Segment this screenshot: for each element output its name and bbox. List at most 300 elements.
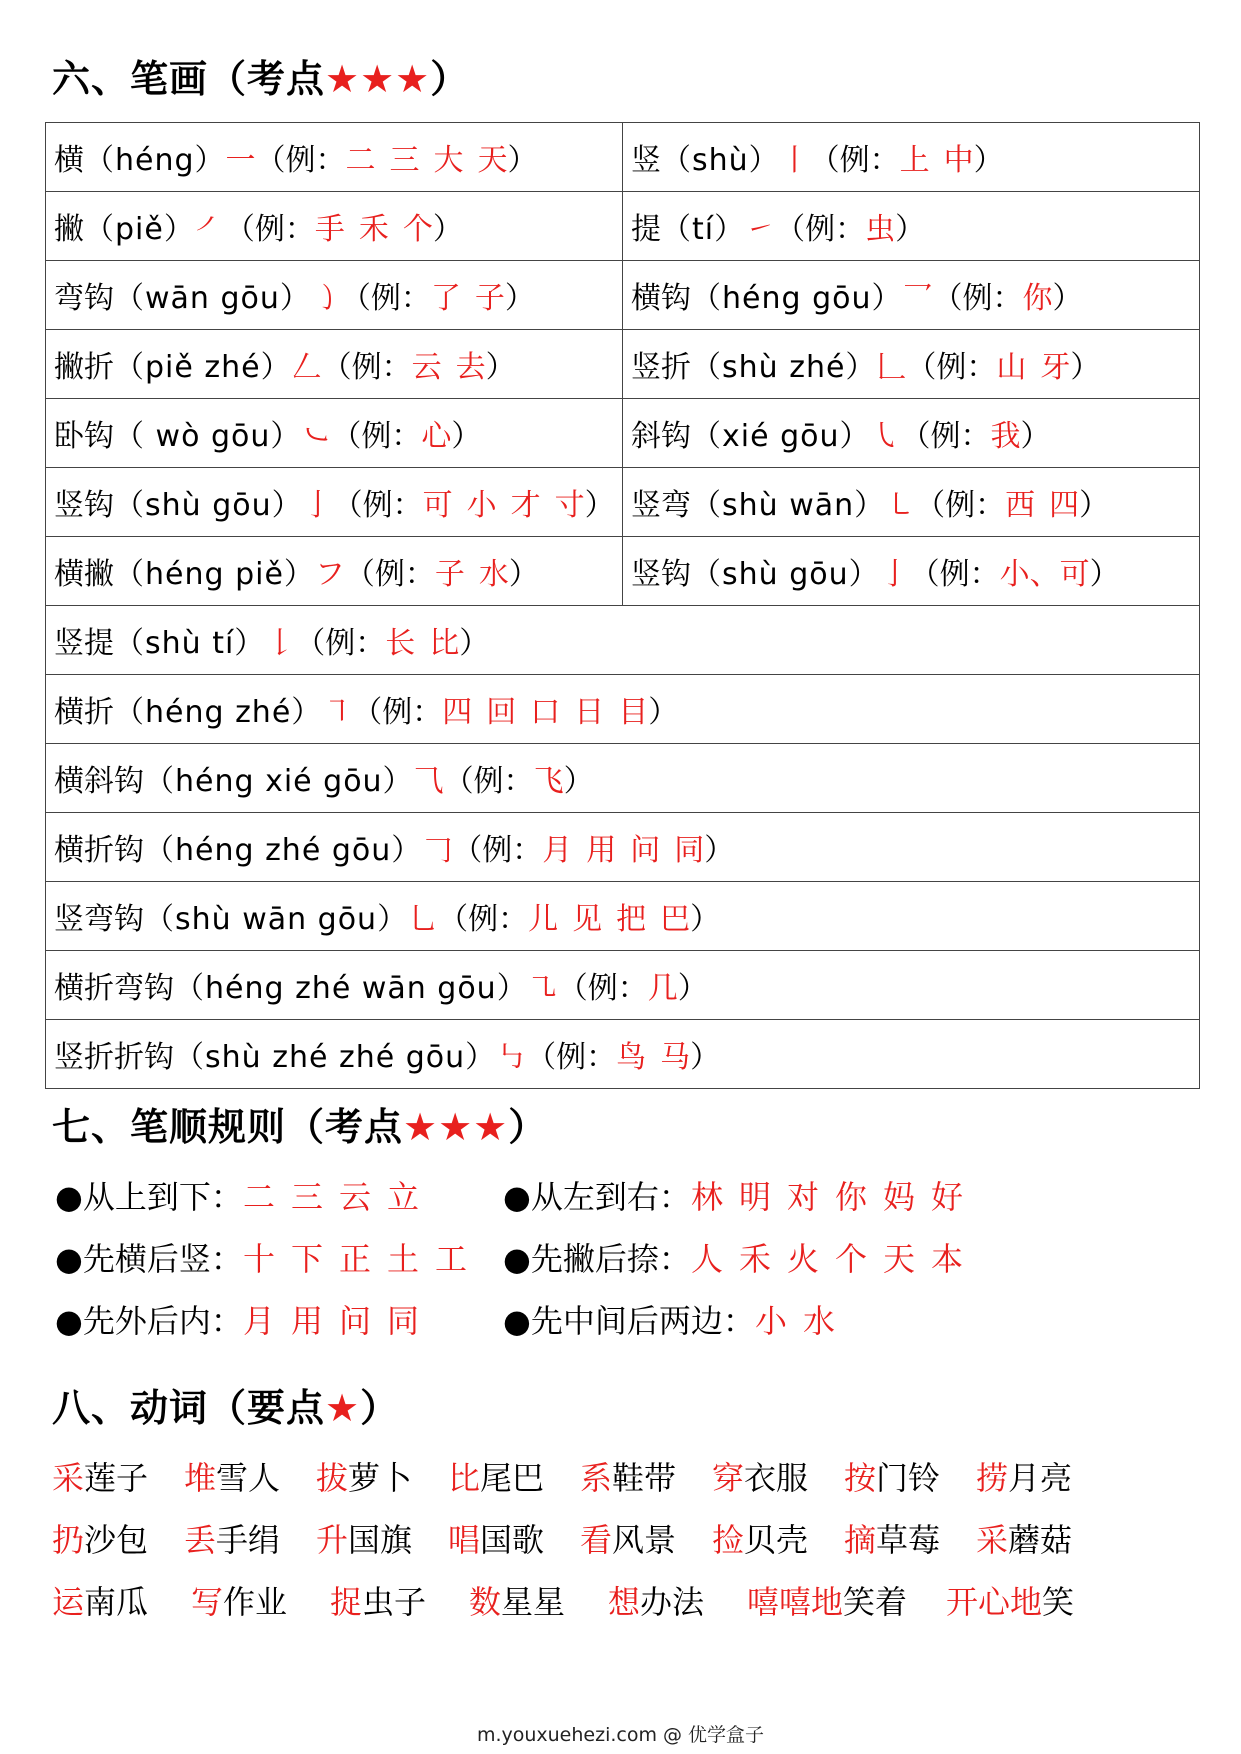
rule-example-char: 三 <box>290 1178 323 1216</box>
example-close: ） <box>508 557 539 592</box>
stroke-name: 横 <box>54 143 84 178</box>
example-close: ） <box>1089 557 1120 592</box>
stroke-row <box>46 330 1200 399</box>
example-char: 虫 <box>865 212 896 247</box>
stroke-name: 横折钩 <box>54 833 144 868</box>
verb-word: 捞 <box>976 1459 1009 1497</box>
rule-example-char: 你 <box>834 1178 867 1216</box>
rule-label: ●从左到右： <box>503 1178 691 1216</box>
stroke-pinyin: （shù wān gōu） <box>144 902 409 937</box>
example-label: （例： <box>352 695 443 730</box>
verb-row <box>52 1453 1202 1513</box>
stroke-glyph: ㇒ <box>194 212 225 247</box>
stars: ★★★ <box>403 1105 509 1149</box>
stroke-examples <box>542 833 704 868</box>
verb-phrase <box>976 1453 1072 1499</box>
verb-object: 虫子 <box>362 1583 427 1621</box>
example-label: （例： <box>438 902 529 937</box>
stroke-examples <box>1022 281 1052 316</box>
verb-word: 比 <box>448 1459 481 1497</box>
example-char: 巴 <box>660 902 691 937</box>
verb-object: 鞋带 <box>612 1459 677 1497</box>
stroke-cell <box>623 123 1200 192</box>
stroke-glyph: ㇕ <box>322 695 353 730</box>
example-char: 飞 <box>533 764 564 799</box>
stroke-glyph: 𠃌 <box>422 833 453 868</box>
stroke-pinyin: （piě） <box>84 212 195 247</box>
stroke-name: 横钩 <box>631 281 691 316</box>
stroke-pinyin: （héng gōu） <box>691 281 903 316</box>
example-char: 回 <box>486 695 517 730</box>
example-char: 二 <box>345 143 376 178</box>
rule-example-char: 土 <box>386 1240 419 1278</box>
example-close: ） <box>690 902 721 937</box>
verb-row <box>52 1577 1202 1637</box>
stroke-examples <box>431 281 505 316</box>
example-label: （例： <box>915 488 1006 523</box>
example-char: 个 <box>402 212 433 247</box>
stroke-name: 提 <box>631 212 661 247</box>
verb-object: 办法 <box>640 1583 705 1621</box>
stroke-cell <box>46 537 623 606</box>
stroke-pinyin: （héng zhé wān gōu） <box>174 971 528 1006</box>
example-label: （例： <box>775 212 866 247</box>
stroke-row <box>46 192 1200 261</box>
example-char: 中 <box>943 143 974 178</box>
example-char: 儿 <box>528 902 559 937</box>
rule-example-char: 禾 <box>738 1240 771 1278</box>
stroke-name: 竖 <box>631 143 661 178</box>
stroke-examples <box>996 350 1070 385</box>
example-label: （例： <box>557 971 648 1006</box>
stroke-examples <box>1000 557 1090 592</box>
example-label: （例： <box>344 557 435 592</box>
stroke-name: 卧钩 <box>54 419 114 454</box>
example-char: 手 <box>314 212 345 247</box>
verb-object: 蘑菇 <box>1008 1521 1073 1559</box>
verb-object: 笑着 <box>843 1583 908 1621</box>
stroke-row <box>46 123 1200 192</box>
verb-phrase <box>448 1515 544 1561</box>
example-label: （例： <box>906 350 997 385</box>
stroke-examples <box>435 557 509 592</box>
stroke-cell <box>623 192 1200 261</box>
verb-word: 唱 <box>448 1521 481 1559</box>
stroke-cell <box>46 606 1200 675</box>
verb-phrase <box>330 1577 426 1623</box>
example-close: ） <box>459 626 490 661</box>
verb-object: 沙包 <box>84 1521 149 1559</box>
stroke-glyph: フ <box>314 557 345 592</box>
stroke-pinyin: （shù） <box>661 143 780 178</box>
example-char: 心 <box>421 419 452 454</box>
rule-example-char: 火 <box>786 1240 819 1278</box>
stroke-examples <box>421 419 451 454</box>
stroke-examples <box>648 971 678 1006</box>
verb-word: 嘻嘻地 <box>747 1583 844 1621</box>
verb-phrase <box>316 1515 412 1561</box>
example-label: （例： <box>255 143 346 178</box>
example-char: 见 <box>572 902 603 937</box>
example-label: （例： <box>224 212 315 247</box>
stars: ★ <box>325 1386 361 1430</box>
example-char: 几 <box>647 971 678 1006</box>
verb-word: 升 <box>316 1521 349 1559</box>
example-char: 子 <box>434 557 465 592</box>
stroke-row <box>46 1020 1200 1089</box>
example-label: （例： <box>900 419 991 454</box>
stroke-row <box>46 606 1200 675</box>
rule-label: ●从上到下： <box>55 1178 243 1216</box>
verb-object: 国旗 <box>348 1521 413 1559</box>
stroke-cell <box>46 951 1200 1020</box>
stroke-pinyin: （héng piě） <box>114 557 315 592</box>
verb-phrase <box>712 1515 808 1561</box>
example-label: （例： <box>809 143 900 178</box>
stroke-pinyin: （tí） <box>661 212 746 247</box>
stroke-pinyin: （shù wān） <box>691 488 886 523</box>
verb-word: 穿 <box>712 1459 745 1497</box>
stroke-examples <box>412 350 486 385</box>
rule-example-char: 明 <box>738 1178 771 1216</box>
example-close: ） <box>485 350 516 385</box>
verb-word: 采 <box>976 1521 1009 1559</box>
stroke-order-rule <box>503 1172 979 1218</box>
example-char: 上 <box>899 143 930 178</box>
verb-phrase <box>844 1515 940 1561</box>
verb-object: 国歌 <box>480 1521 545 1559</box>
verb-object: 笑 <box>1042 1583 1075 1621</box>
stroke-glyph: ㇀ <box>745 212 776 247</box>
verb-phrase <box>52 1577 148 1623</box>
rule-example-char: 下 <box>290 1240 323 1278</box>
rule-example-char: 同 <box>386 1302 419 1340</box>
verb-object: 手绢 <box>216 1521 281 1559</box>
example-char: 西 <box>1005 488 1036 523</box>
example-char: 长 <box>385 626 416 661</box>
verb-phrase <box>52 1453 148 1499</box>
stroke-examples <box>865 212 895 247</box>
stroke-cell <box>623 261 1200 330</box>
verb-word: 写 <box>191 1583 224 1621</box>
stroke-glyph: ㇄ <box>885 488 916 523</box>
example-close: ） <box>451 419 482 454</box>
example-char: 四 <box>1049 488 1080 523</box>
verb-object: 南瓜 <box>84 1583 149 1621</box>
verb-phrase <box>976 1515 1072 1561</box>
example-char: 你 <box>1022 281 1053 316</box>
example-char: 四 <box>442 695 473 730</box>
rule-example-char: 林 <box>690 1178 723 1216</box>
example-char: 我 <box>990 419 1021 454</box>
verb-word: 按 <box>844 1459 877 1497</box>
verb-object: 风景 <box>612 1521 677 1559</box>
rule-example-char: 用 <box>290 1302 323 1340</box>
stroke-name: 竖钩 <box>631 557 691 592</box>
example-char: 了 <box>430 281 461 316</box>
stroke-name: 竖弯 <box>631 488 691 523</box>
example-char: 同 <box>674 833 705 868</box>
stroke-glyph: 丨 <box>779 143 810 178</box>
stroke-row <box>46 468 1200 537</box>
verb-word: 扔 <box>52 1521 85 1559</box>
stroke-name: 竖提 <box>54 626 114 661</box>
verb-word: 摘 <box>844 1521 877 1559</box>
stroke-name: 横折弯钩 <box>54 971 174 1006</box>
stroke-row <box>46 261 1200 330</box>
stroke-name: 横斜钩 <box>54 764 144 799</box>
stroke-name: 斜钩 <box>631 419 691 454</box>
verb-object: 雪人 <box>216 1459 281 1497</box>
verb-object: 月亮 <box>1008 1459 1073 1497</box>
stroke-pinyin: （héng zhé gōu） <box>144 833 423 868</box>
verb-phrase <box>580 1515 676 1561</box>
verb-object: 作业 <box>223 1583 288 1621</box>
stroke-pinyin: （shù zhé） <box>691 350 877 385</box>
verb-word: 数 <box>469 1583 502 1621</box>
stroke-row <box>46 675 1200 744</box>
stroke-pinyin: （héng zhé） <box>114 695 323 730</box>
example-char: 可 <box>422 488 453 523</box>
stroke-order-rule <box>55 1234 483 1280</box>
rule-example-char: 二 <box>242 1178 275 1216</box>
example-label: （例： <box>452 833 543 868</box>
verb-object: 衣服 <box>744 1459 809 1497</box>
verb-word: 看 <box>580 1521 613 1559</box>
stroke-name: 竖折 <box>631 350 691 385</box>
stroke-glyph: ㇃ <box>301 419 332 454</box>
verb-phrase <box>191 1577 287 1623</box>
stroke-cell <box>46 123 623 192</box>
stroke-glyph: 乛 <box>902 281 933 316</box>
example-char: 天 <box>477 143 508 178</box>
stroke-pinyin: （héng） <box>84 143 226 178</box>
example-close: ） <box>432 212 463 247</box>
stroke-pinyin: （shù gōu） <box>691 557 880 592</box>
verb-word: 丢 <box>184 1521 217 1559</box>
stroke-examples <box>528 902 690 937</box>
stroke-examples <box>616 1040 690 1075</box>
example-char: 才 <box>510 488 541 523</box>
example-char: 子 <box>474 281 505 316</box>
example-close: ） <box>1070 350 1101 385</box>
section-7-heading: 七、笔顺规则（考点★★★） <box>52 1105 548 1149</box>
section-6-heading: 六、笔画（考点★★★） <box>52 57 470 101</box>
stroke-cell <box>623 399 1200 468</box>
verb-word: 开心地 <box>946 1583 1043 1621</box>
stroke-examples <box>346 143 508 178</box>
stroke-cell <box>46 468 623 537</box>
example-label: （例： <box>331 419 422 454</box>
stars: ★★★ <box>325 57 431 101</box>
example-char: 禾 <box>358 212 389 247</box>
stroke-order-rule <box>55 1172 435 1218</box>
example-char: 大 <box>433 143 464 178</box>
example-char: 小、可 <box>999 557 1090 592</box>
example-label: （例： <box>295 626 386 661</box>
example-close: ） <box>677 971 708 1006</box>
example-char: 日 <box>574 695 605 730</box>
stroke-examples <box>900 143 974 178</box>
stroke-cell <box>46 261 623 330</box>
verb-phrase <box>469 1577 565 1623</box>
verb-word: 堆 <box>184 1459 217 1497</box>
verb-word: 拔 <box>316 1459 349 1497</box>
rule-example-char: 云 <box>338 1178 371 1216</box>
strokes-table <box>45 122 1200 1089</box>
stroke-pinyin: （shù gōu） <box>114 488 303 523</box>
rule-example-char: 本 <box>931 1240 964 1278</box>
stroke-row <box>46 399 1200 468</box>
example-char: 去 <box>455 350 486 385</box>
example-char: 小 <box>466 488 497 523</box>
verb-object: 萝卜 <box>348 1459 413 1497</box>
example-close: ） <box>973 143 1004 178</box>
stroke-order-rule <box>503 1296 851 1342</box>
example-char: 水 <box>478 557 509 592</box>
verb-object: 贝壳 <box>744 1521 809 1559</box>
example-label: （例： <box>321 350 412 385</box>
example-char: 牙 <box>1040 350 1071 385</box>
example-char: 口 <box>530 695 561 730</box>
stroke-row <box>46 744 1200 813</box>
verb-phrase <box>946 1577 1074 1623</box>
stroke-glyph: 𠃊 <box>876 350 907 385</box>
verb-phrase <box>608 1577 704 1623</box>
stroke-pinyin: （wān gōu） <box>114 281 311 316</box>
verb-phrase <box>316 1453 412 1499</box>
stroke-examples <box>1005 488 1079 523</box>
stroke-cell <box>46 192 623 261</box>
stroke-cell <box>46 1020 1200 1089</box>
section-8-heading: 八、动词（要点★） <box>52 1386 400 1430</box>
example-close: ） <box>1052 281 1083 316</box>
stroke-pinyin: （héng xié gōu） <box>144 764 414 799</box>
rule-example-char: 天 <box>883 1240 916 1278</box>
stroke-cell <box>46 882 1200 951</box>
stroke-pinyin: （piě zhé） <box>114 350 292 385</box>
example-close: ） <box>1020 419 1051 454</box>
verb-word: 系 <box>580 1459 613 1497</box>
verb-phrase <box>747 1577 907 1623</box>
example-char: 比 <box>429 626 460 661</box>
verb-object: 草莓 <box>876 1521 941 1559</box>
rule-example-char: 好 <box>931 1178 964 1216</box>
footer-source: m.youxuehezi.com @ 优学盒子 <box>476 1724 765 1746</box>
example-char: 马 <box>660 1040 691 1075</box>
stroke-name: 竖弯钩 <box>54 902 144 937</box>
stroke-glyph: 乚 <box>408 902 439 937</box>
example-close: ） <box>507 143 538 178</box>
example-label: （例： <box>909 557 1000 592</box>
stroke-cell <box>46 675 1200 744</box>
stroke-glyph: ⺄ <box>413 764 444 799</box>
rule-example-char: 个 <box>834 1240 867 1278</box>
example-label: （例： <box>526 1040 617 1075</box>
verb-object: 莲子 <box>84 1459 149 1497</box>
rule-example-char: 十 <box>242 1240 275 1278</box>
verb-word: 捡 <box>712 1521 745 1559</box>
verb-object: 星星 <box>501 1583 566 1621</box>
rule-example-char: 问 <box>338 1302 371 1340</box>
example-char: 月 <box>542 833 573 868</box>
stroke-cell <box>623 468 1200 537</box>
example-close: ） <box>690 1040 721 1075</box>
stroke-glyph: ㇈ <box>527 971 558 1006</box>
stroke-row <box>46 537 1200 606</box>
stroke-examples <box>315 212 433 247</box>
stroke-glyph: 一 <box>225 143 256 178</box>
stroke-examples <box>385 626 459 661</box>
example-char: 用 <box>586 833 617 868</box>
rule-example-char: 正 <box>338 1240 371 1278</box>
stroke-name: 横撇 <box>54 557 114 592</box>
stroke-cell <box>623 330 1200 399</box>
example-label: （例： <box>443 764 534 799</box>
rule-example-char: 对 <box>786 1178 819 1216</box>
example-close: ） <box>563 764 594 799</box>
example-char: 问 <box>630 833 661 868</box>
stroke-glyph: 𠄌 <box>265 626 296 661</box>
example-char: 把 <box>616 902 647 937</box>
example-char: 寸 <box>554 488 585 523</box>
stroke-order-rule <box>55 1296 435 1342</box>
stroke-name: 撇折 <box>54 350 114 385</box>
verb-phrase <box>184 1453 280 1499</box>
stroke-glyph: 亅 <box>302 488 333 523</box>
rule-example-char: 立 <box>386 1178 419 1216</box>
verb-phrase <box>844 1453 940 1499</box>
rule-example-char: 小 <box>754 1302 787 1340</box>
example-close: ） <box>1079 488 1110 523</box>
stroke-pinyin: （xié gōu） <box>691 419 871 454</box>
stroke-examples <box>534 764 564 799</box>
rule-example-char: 人 <box>690 1240 723 1278</box>
stroke-name: 弯钩 <box>54 281 114 316</box>
stroke-cell <box>46 330 623 399</box>
rule-example-char: 妈 <box>883 1178 916 1216</box>
stroke-glyph: ㇉ <box>496 1040 527 1075</box>
verb-phrase <box>580 1453 676 1499</box>
stroke-pinyin: （shù tí） <box>114 626 266 661</box>
rule-label: ●先撇后捺： <box>503 1240 691 1278</box>
stroke-name: 竖折折钩 <box>54 1040 174 1075</box>
stroke-glyph: 亅 <box>879 557 910 592</box>
rule-label: ●先中间后两边： <box>503 1302 755 1340</box>
rule-example-char: 月 <box>242 1302 275 1340</box>
stroke-pinyin: （shù zhé zhé gōu） <box>174 1040 497 1075</box>
verb-phrase <box>448 1453 544 1499</box>
verb-object: 尾巴 <box>480 1459 545 1497</box>
verb-phrase <box>52 1515 148 1561</box>
example-char: 三 <box>389 143 420 178</box>
verb-object: 门铃 <box>876 1459 941 1497</box>
example-label: （例： <box>932 281 1023 316</box>
example-close: ） <box>704 833 735 868</box>
stroke-name: 横折 <box>54 695 114 730</box>
stroke-name: 竖钩 <box>54 488 114 523</box>
rule-example-char: 工 <box>435 1240 468 1278</box>
example-char: 山 <box>996 350 1027 385</box>
stroke-glyph: ㇁ <box>310 281 341 316</box>
stroke-glyph: ㇂ <box>870 419 901 454</box>
stroke-name: 撇 <box>54 212 84 247</box>
example-char: 鸟 <box>616 1040 647 1075</box>
example-close: ） <box>895 212 926 247</box>
example-label: （例： <box>332 488 423 523</box>
stroke-pinyin: （ wò gōu） <box>114 419 302 454</box>
rule-label: ●先外后内： <box>55 1302 243 1340</box>
